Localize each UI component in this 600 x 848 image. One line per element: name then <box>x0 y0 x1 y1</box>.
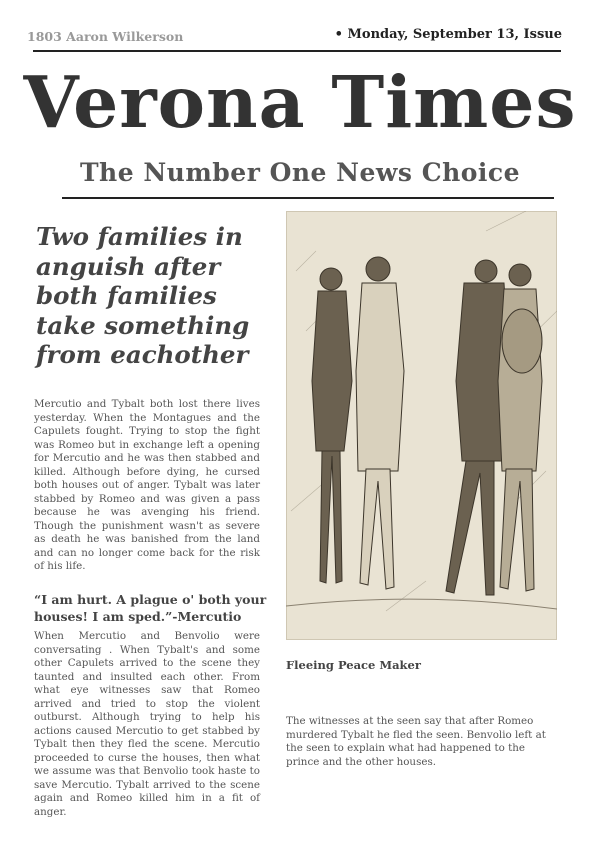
top-divider <box>33 50 561 52</box>
image-caption: Fleeing Peace Maker <box>286 658 421 672</box>
article-body-2: When Mercutio and Benvolio were conversating . When Tybalt's and some other Capulets arrived to the scene they taunted and insulted each other. From what eye witnesses saw that Romeo arrived and tried to stop the violent outburst. Although trying to help his actions caused Mercutio to get stabbed by Tybalt then they fled the scene. Mercutio proceeded to curse the houses, then what we assume was that Benvolio took haste to save Mercutio. Tybalt arrived to the scene again and Romeo killed him in a fit of anger. <box>34 630 260 818</box>
article-body-1: Mercutio and Tybalt both lost there lives yesterday. When the Montagues and the Capulets fought. Trying to stop the fight was Romeo but in exchange left a opening for Mercutio and he was then stabbed and killed. Although before dying, he cursed both houses out of anger. Tybalt was later stabbed by Romeo and was given a pass because he was avenging his friend. Though the punishment wasn't as severe as death he was banished from the land and can no longer come back for the risk of his life. <box>34 398 260 572</box>
pull-quote: “I am hurt. A plague o' both your houses! I am sped.”-Mercutio <box>34 592 267 624</box>
article-headline: Two families in anguish after both families take something from eachother <box>36 222 250 369</box>
date-issue-line: • Monday, September 13, Issue <box>334 27 562 42</box>
newspaper-title: Verona Times <box>23 60 577 144</box>
author-line: 1803 Aaron Wilkerson <box>27 29 184 44</box>
tagline: The Number One News Choice <box>79 158 521 187</box>
article-body-3: The witnesses at the seen say that after Romeo murdered Tybalt he fled the seen. Benvolio left at the seen to explain what had happened to the prince and the other houses. <box>286 715 546 768</box>
tagline-divider <box>62 197 554 199</box>
article-illustration <box>286 211 557 640</box>
